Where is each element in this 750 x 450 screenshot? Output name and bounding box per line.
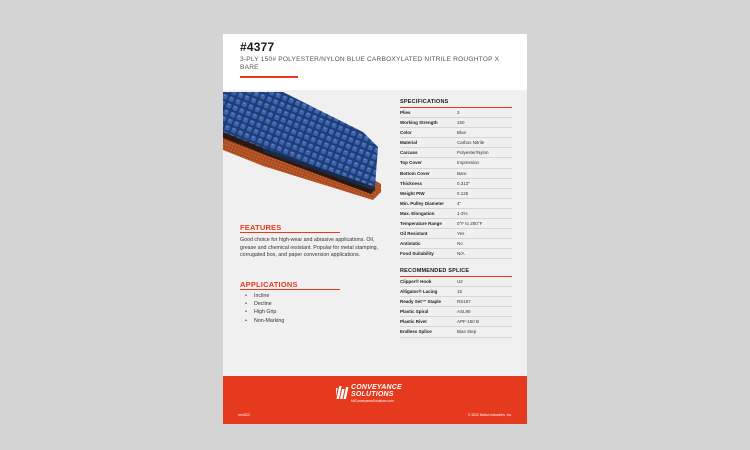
- row-value: APF-150 B: [457, 319, 480, 325]
- row-label: Antistatic: [400, 241, 421, 247]
- sheet-header: [223, 34, 527, 90]
- row-value: U2: [457, 279, 463, 284]
- row-label: Clipper® Hook: [400, 279, 432, 284]
- table-row: [400, 327, 512, 337]
- logo-line1: CONVEYANCE: [351, 384, 402, 391]
- row-value: Polyester/Nylon: [457, 150, 489, 156]
- table-row: [400, 249, 512, 259]
- row-label: Plies: [400, 110, 411, 115]
- row-label: Carcass: [400, 150, 418, 156]
- row-label: Endless Splice: [400, 329, 432, 335]
- revision-code: rev0322: [238, 413, 250, 417]
- row-label: Thickness: [400, 180, 423, 186]
- row-value: Blue: [457, 130, 467, 136]
- table-row: [400, 277, 512, 287]
- table-row: [400, 138, 512, 148]
- table-row: [400, 307, 512, 317]
- list-item: • High Grip: [245, 308, 284, 316]
- row-label: Ready Set™ Staple: [400, 299, 442, 305]
- row-value: 1-2%: [457, 210, 468, 216]
- row-value: 3: [457, 110, 460, 115]
- row-value: No: [457, 241, 463, 247]
- table-row: [400, 219, 512, 229]
- splice-title: RECOMMENDED SPLICE: [400, 268, 470, 274]
- table-row: [400, 158, 512, 168]
- features-text: Good choice for high-wear and abrasive applications. Oil, grease and chemical resistant. Popular for metal stamping, corrugated box, and paper conversion applications.: [240, 237, 379, 259]
- splice-table: [400, 277, 512, 338]
- row-label: Material: [400, 140, 418, 146]
- row-label: Top Cover: [400, 160, 422, 166]
- features-divider: [240, 232, 340, 233]
- applications-divider: [240, 289, 340, 290]
- table-row: [400, 297, 512, 307]
- list-item: • Incline: [245, 292, 284, 300]
- row-value: 0°F to 250°F: [457, 221, 483, 227]
- table-row: [400, 287, 512, 297]
- table-row: [400, 317, 512, 327]
- table-row: [400, 108, 512, 118]
- row-value: N/A: [457, 251, 465, 257]
- logo-line2: SOLUTIONS: [351, 391, 394, 398]
- table-row: [400, 148, 512, 158]
- row-value: Yes: [457, 231, 465, 237]
- belt-product-image: [223, 92, 381, 218]
- table-row: [400, 118, 512, 128]
- product-sku: #4377: [240, 40, 275, 54]
- copyright: © 2022 Motion Industries, Inc.: [468, 413, 512, 417]
- list-item: • Non-Marking: [245, 317, 284, 325]
- row-label: Weight PIW: [400, 190, 425, 196]
- row-label: Food Suitability: [400, 251, 434, 257]
- row-value: 4": [457, 200, 462, 206]
- table-row: [400, 229, 512, 239]
- row-value: 0.125: [457, 190, 469, 196]
- specifications-table: [400, 108, 512, 259]
- row-label: Bottom Cover: [400, 170, 430, 176]
- product-sheet: [223, 34, 527, 424]
- row-value: RS187: [457, 299, 471, 305]
- table-row: [400, 179, 512, 189]
- applications-list: [245, 292, 284, 325]
- list-item: • Decline: [245, 300, 284, 308]
- row-label: Min. Pulley Diameter: [400, 200, 445, 206]
- logo-url: MIConveyanceSolutions.com: [351, 399, 394, 403]
- row-label: Plastic Rivet: [400, 319, 427, 325]
- applications-title: APPLICATIONS: [240, 280, 298, 289]
- sheet-footer: [223, 376, 527, 424]
- table-row: [400, 189, 512, 199]
- table-row: [400, 209, 512, 219]
- row-value: 150: [457, 120, 465, 126]
- row-label: Oil Resistant: [400, 231, 428, 237]
- row-label: Plastic Spiral: [400, 309, 429, 315]
- row-value: Bias Step: [457, 329, 477, 335]
- row-value: Impression: [457, 160, 480, 166]
- table-row: [400, 239, 512, 249]
- row-label: Temperature Range: [400, 221, 442, 227]
- table-row: [400, 199, 512, 209]
- table-row: [400, 128, 512, 138]
- product-subtitle: 3-PLY 150# POLYESTER/NYLON BLUE CARBOXYLATED NITRILE ROUGHTOP X BARE: [240, 56, 500, 71]
- row-value: ASL90: [457, 309, 471, 315]
- table-row: [400, 169, 512, 179]
- row-value: 0.313": [457, 180, 470, 186]
- logo-mark-icon: [336, 385, 350, 400]
- row-value: Bare: [457, 170, 467, 176]
- row-label: Alligator® Lacing: [400, 289, 438, 295]
- row-label: Color: [400, 130, 412, 136]
- row-value: Carbox Nitrile: [457, 140, 485, 146]
- row-label: Max. Elongation: [400, 210, 435, 216]
- title-divider: [240, 76, 298, 78]
- row-label: Working Strength: [400, 120, 438, 126]
- features-title: FEATURES: [240, 223, 282, 232]
- row-value: 15: [457, 289, 463, 295]
- brand-logo: [336, 383, 420, 405]
- specifications-title: SPECIFICATIONS: [400, 99, 449, 105]
